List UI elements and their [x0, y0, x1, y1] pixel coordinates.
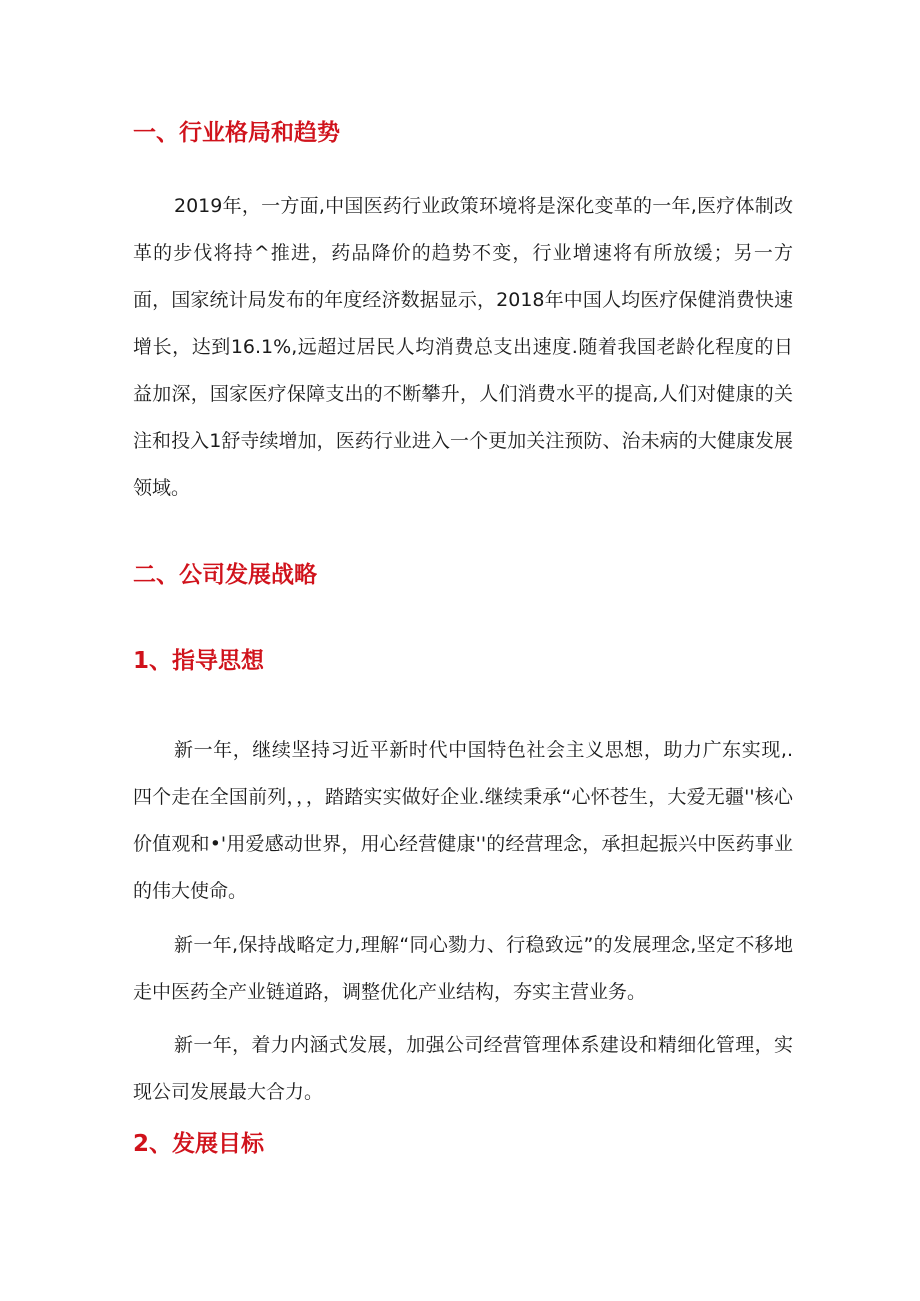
- paragraph-guiding-ideology-3: 新一年，着力内涵式发展，加强公司经营管理体系建设和精细化管理，实现公司发展最大合力。: [133, 1034, 793, 1103]
- section-heading-company-strategy: 二、公司发展战略: [133, 562, 317, 588]
- subheading-guiding-ideology: 1、指导思想: [133, 648, 265, 674]
- paragraph-guiding-ideology-1: 新一年，继续坚持习近平新时代中国特色社会主义思想，助力广东实现,.四个走在全国前列，，，踏踏实实做好企业.继续秉承“心怀苍生，大爱无疆''核心价值观和•'用爱感动世界，用心经营健康''的经营理念，承担起振兴中医药事业的伟大使命。: [133, 739, 793, 902]
- section-heading-industry-trends: 一、行业格局和趋势: [133, 120, 340, 146]
- subheading-development-goals: 2、发展目标: [133, 1131, 265, 1157]
- paragraph-industry-trends: 2019年，一方面,中国医药行业政策环境将是深化变革的一年,医疗体制改革的步伐将持^推进，药品降价的趋势不变，行业增速将有所放缓；另一方面，国家统计局发布的年度经济数据显示，2018年中国人均医疗保健消费快速增长，达到16.1%,远超过居民人均消费总支出速度.随着我国老龄化程度的日益加深，国家医疗保障支出的不断攀升，人们消费水平的提高,人们对健康的关注和投入1舒寺续增加，医药行业进入一个更加关注预防、治未病的大健康发展领域。: [133, 195, 793, 499]
- paragraph-guiding-ideology-2: 新一年,保持战略定力,理解“同心勠力、行稳致远”的发展理念,坚定不移地走中医药全产业链道路，调整优化产业结构，夯实主营业务。: [133, 934, 793, 1003]
